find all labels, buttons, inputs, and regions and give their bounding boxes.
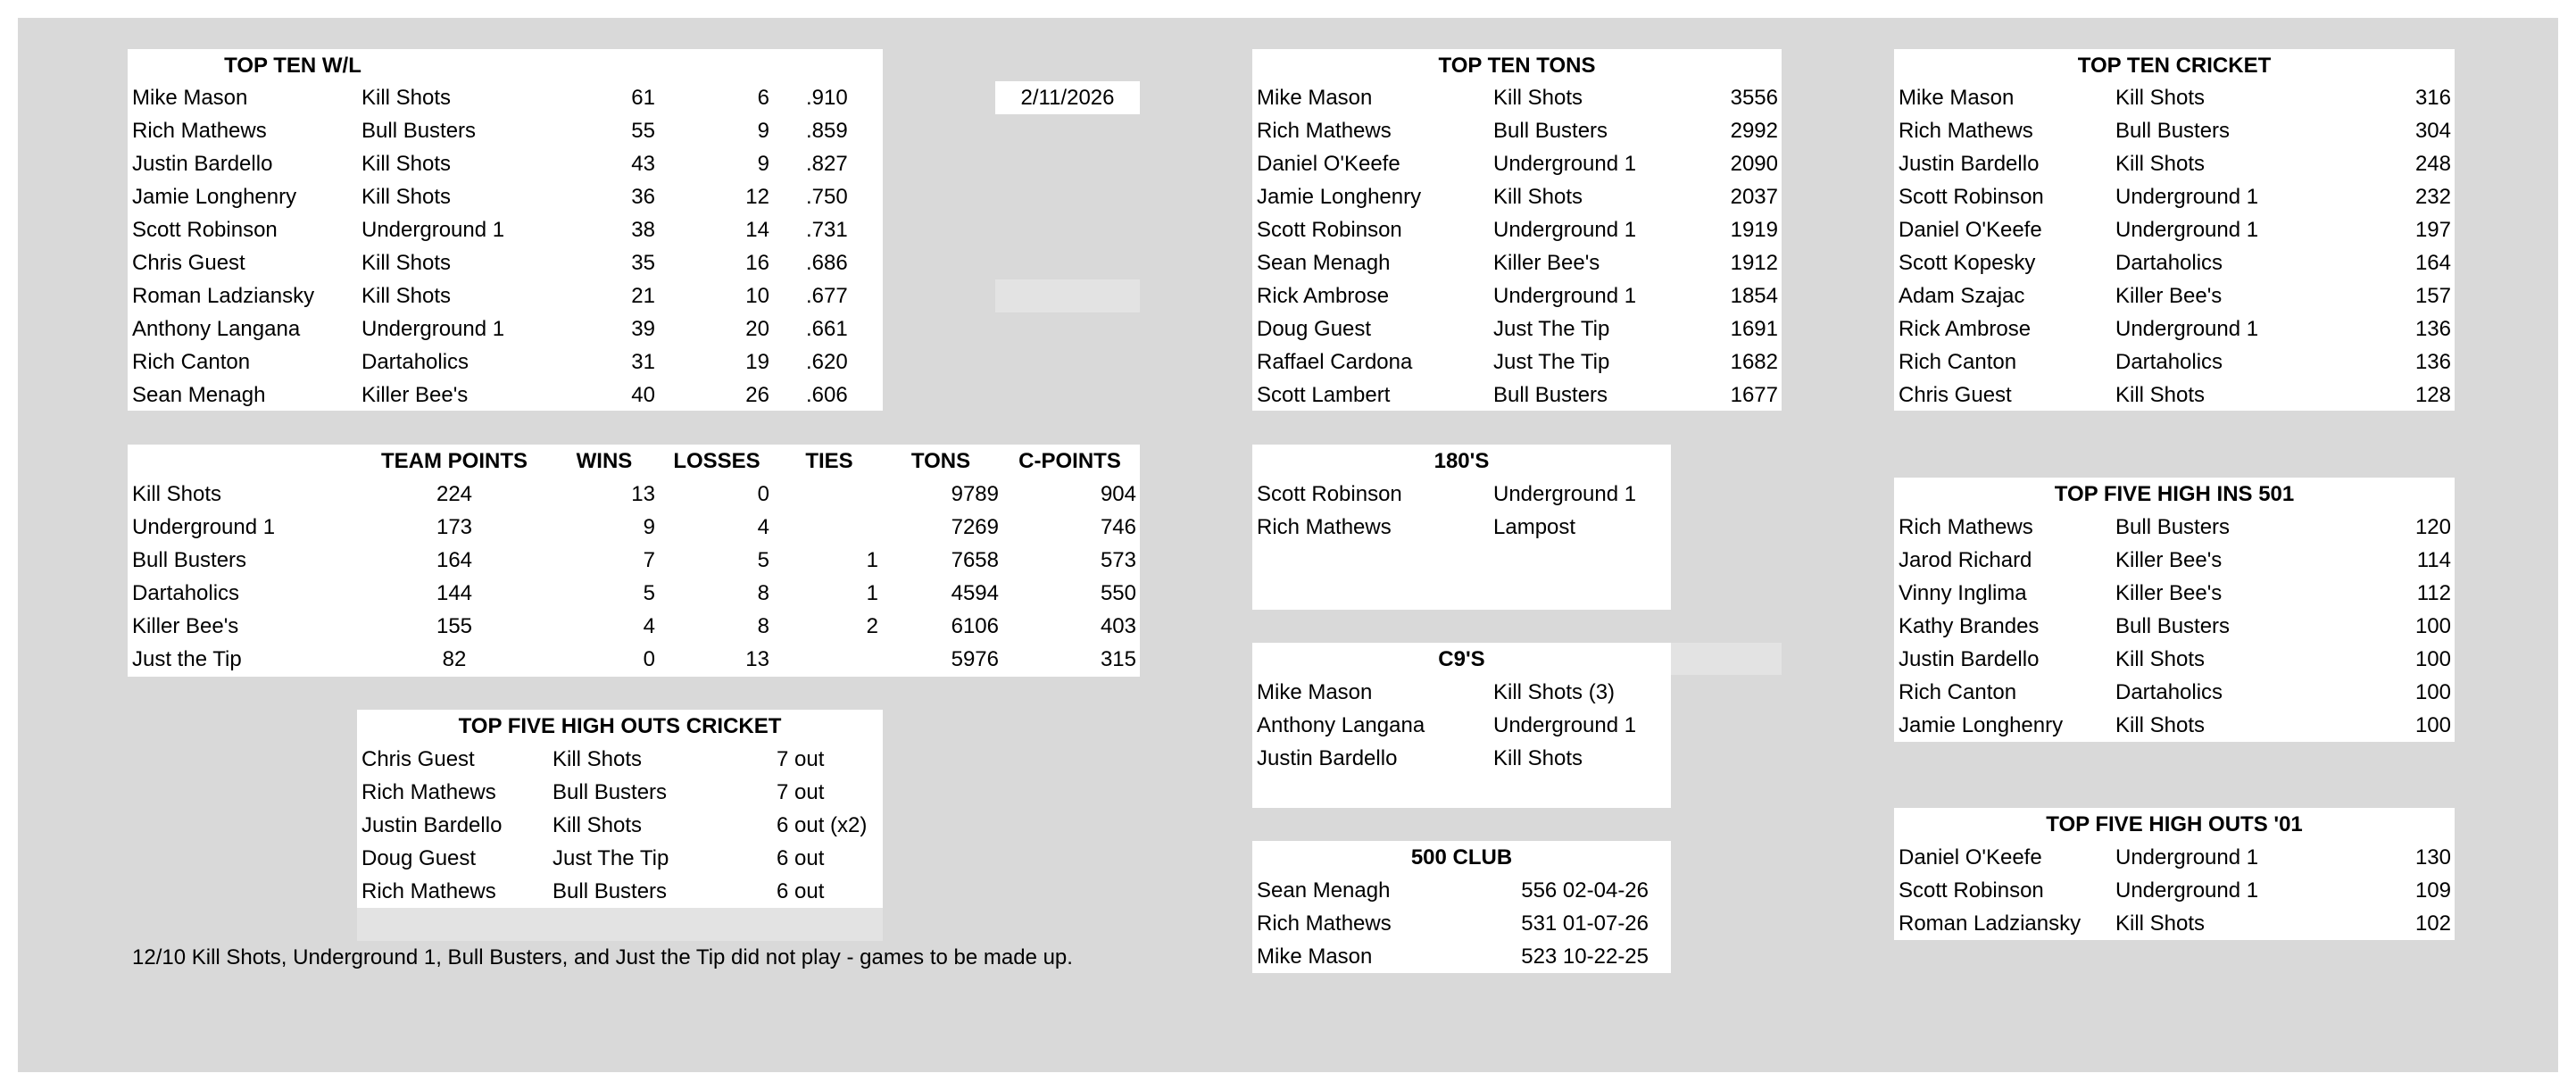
hoc-row-team: Kill Shots xyxy=(553,813,643,837)
standings-row-points: 155 xyxy=(436,614,473,638)
wl-row-wins: 61 xyxy=(631,86,655,110)
wl-row-losses: 6 xyxy=(757,86,769,110)
cricket-row-team: Underground 1 xyxy=(2115,185,2259,209)
wl-row-losses: 16 xyxy=(745,251,769,275)
blank-row xyxy=(357,908,883,941)
wl-row-player: Anthony Langana xyxy=(132,317,301,341)
hoc-row-value: 6 out xyxy=(777,846,825,870)
standings-row-tons: 9789 xyxy=(951,482,999,506)
standings-row-points: 173 xyxy=(436,515,473,539)
standings-row-losses: 4 xyxy=(757,515,769,539)
standings-row-wins: 4 xyxy=(643,614,655,638)
500-club-row-player: Sean Menagh xyxy=(1257,878,1391,903)
c9s-row-player: Justin Bardello xyxy=(1257,746,1398,770)
wl-row-pct: .827 xyxy=(806,152,848,176)
cricket-row-score: 232 xyxy=(2414,185,2451,209)
cricket-row-player: Scott Kopesky xyxy=(1899,251,2036,275)
cricket-row-team: Kill Shots xyxy=(2115,383,2206,407)
header-wins: WINS xyxy=(576,449,633,473)
tons-row-player: Rick Ambrose xyxy=(1257,284,1390,308)
standings-row-wins: 13 xyxy=(631,482,655,506)
tons-row-player: Doug Guest xyxy=(1257,317,1372,341)
c9s-row-team: Kill Shots xyxy=(1493,746,1583,770)
tons-row-tons: 1691 xyxy=(1730,317,1778,341)
tons-row-tons: 1854 xyxy=(1730,284,1778,308)
standings-row-team: Dartaholics xyxy=(132,581,240,605)
500-club-row-score: 523 10-22-25 xyxy=(1521,944,1649,969)
tons-row-team: Bull Busters xyxy=(1493,383,1608,407)
cricket-row-team: Bull Busters xyxy=(2115,119,2231,143)
tons-row-player: Raffael Cardona xyxy=(1257,350,1413,374)
wl-row-wins: 39 xyxy=(631,317,655,341)
180s-row-team: Lampost xyxy=(1493,515,1576,539)
standings-row-points: 82 xyxy=(442,647,467,671)
wl-row-pct: .750 xyxy=(806,185,848,209)
tons-row-team: Underground 1 xyxy=(1493,152,1637,176)
hoc-row-value: 6 out xyxy=(777,879,825,903)
wl-row-team: Dartaholics xyxy=(361,350,469,374)
hi501-row-team: Kill Shots xyxy=(2115,713,2206,737)
standings-row-losses: 5 xyxy=(757,548,769,572)
tons-row-tons: 1912 xyxy=(1730,251,1778,275)
wl-row-team: Kill Shots xyxy=(361,251,452,275)
hi501-row-player: Rich Canton xyxy=(1899,680,2017,704)
header-tons: TONS xyxy=(910,449,971,473)
standings-row-tons: 7269 xyxy=(951,515,999,539)
standings-row-c-points: 315 xyxy=(1100,647,1136,671)
cricket-row-score: 316 xyxy=(2414,86,2451,110)
hoc-row-team: Kill Shots xyxy=(553,747,643,771)
tons-row-team: Kill Shots xyxy=(1493,185,1583,209)
standings-row-c-points: 746 xyxy=(1100,515,1136,539)
wl-row-pct: .731 xyxy=(806,218,848,242)
standings-row-tons: 7658 xyxy=(951,548,999,572)
top-ten-cricket-title: TOP TEN CRICKET xyxy=(2077,54,2272,78)
hi501-row-team: Bull Busters xyxy=(2115,515,2231,539)
cricket-row-player: Rick Ambrose xyxy=(1899,317,2032,341)
standings-row-c-points: 573 xyxy=(1100,548,1136,572)
ho01-row-team: Underground 1 xyxy=(2115,878,2259,903)
standings-row-points: 144 xyxy=(436,581,473,605)
wl-row-team: Kill Shots xyxy=(361,86,452,110)
wl-row-player: Roman Ladziansky xyxy=(132,284,315,308)
hoc-row-team: Just The Tip xyxy=(553,846,669,870)
standings-row-team: Bull Busters xyxy=(132,548,247,572)
cricket-row-player: Justin Bardello xyxy=(1899,152,2040,176)
blank-cell xyxy=(995,279,1140,312)
wl-row-player: Scott Robinson xyxy=(132,218,278,242)
hi501-row-score: 120 xyxy=(2414,515,2451,539)
wl-row-losses: 26 xyxy=(745,383,769,407)
standings-row-tons: 4594 xyxy=(951,581,999,605)
cricket-row-team: Kill Shots xyxy=(2115,86,2206,110)
high-outs-cricket-title: TOP FIVE HIGH OUTS CRICKET xyxy=(458,714,782,738)
wl-row-player: Sean Menagh xyxy=(132,383,266,407)
wl-row-pct: .661 xyxy=(806,317,848,341)
standings-row-tons: 6106 xyxy=(951,614,999,638)
hi501-row-score: 100 xyxy=(2414,647,2451,671)
cricket-row-player: Rich Canton xyxy=(1899,350,2017,374)
tons-row-tons: 1919 xyxy=(1730,218,1778,242)
tons-row-player: Daniel O'Keefe xyxy=(1257,152,1400,176)
standings-row-team: Kill Shots xyxy=(132,482,222,506)
cricket-row-player: Mike Mason xyxy=(1899,86,2015,110)
tons-row-player: Sean Menagh xyxy=(1257,251,1391,275)
tons-row-tons: 2090 xyxy=(1730,152,1778,176)
standings-row-c-points: 904 xyxy=(1100,482,1136,506)
tons-row-tons: 1682 xyxy=(1730,350,1778,374)
wl-row-player: Rich Canton xyxy=(132,350,251,374)
hi501-row-score: 100 xyxy=(2414,680,2451,704)
cricket-row-player: Rich Mathews xyxy=(1899,119,2033,143)
standings-row-ties: 1 xyxy=(866,581,878,605)
cricket-row-score: 136 xyxy=(2414,317,2451,341)
tons-row-tons: 1677 xyxy=(1730,383,1778,407)
500-club-row-score: 556 02-04-26 xyxy=(1521,878,1649,903)
wl-row-player: Chris Guest xyxy=(132,251,245,275)
cricket-row-team: Kill Shots xyxy=(2115,152,2206,176)
wl-row-pct: .859 xyxy=(806,119,848,143)
tons-row-player: Scott Lambert xyxy=(1257,383,1391,407)
blank-cell xyxy=(1671,643,1782,675)
standings-row-losses: 0 xyxy=(757,482,769,506)
cricket-row-player: Daniel O'Keefe xyxy=(1899,218,2042,242)
ho01-row-score: 102 xyxy=(2414,911,2451,936)
wl-row-wins: 38 xyxy=(631,218,655,242)
standings-row-wins: 5 xyxy=(643,581,655,605)
wl-row-losses: 12 xyxy=(745,185,769,209)
report-date: 2/11/2026 xyxy=(1020,86,1115,110)
tons-row-player: Rich Mathews xyxy=(1257,119,1392,143)
c9s-row-player: Anthony Langana xyxy=(1257,713,1425,737)
hoc-row-value: 7 out xyxy=(777,780,825,804)
wl-row-team: Kill Shots xyxy=(361,284,452,308)
hoc-row-player: Doug Guest xyxy=(361,846,477,870)
cricket-row-team: Underground 1 xyxy=(2115,317,2259,341)
tons-row-player: Mike Mason xyxy=(1257,86,1373,110)
tons-row-team: Underground 1 xyxy=(1493,284,1637,308)
cricket-row-team: Dartaholics xyxy=(2115,350,2223,374)
wl-row-pct: .686 xyxy=(806,251,848,275)
wl-row-pct: .606 xyxy=(806,383,848,407)
wl-row-team: Kill Shots xyxy=(361,185,452,209)
500-club-row-player: Mike Mason xyxy=(1257,944,1373,969)
standings-row-ties: 2 xyxy=(866,614,878,638)
cricket-row-score: 304 xyxy=(2414,119,2451,143)
wl-row-team: Bull Busters xyxy=(361,119,477,143)
standings-row-wins: 0 xyxy=(643,647,655,671)
cricket-row-score: 157 xyxy=(2414,284,2451,308)
wl-row-player: Rich Mathews xyxy=(132,119,267,143)
hoc-row-player: Chris Guest xyxy=(361,747,475,771)
wl-row-losses: 14 xyxy=(745,218,769,242)
standings-row-team: Underground 1 xyxy=(132,515,276,539)
wl-row-wins: 35 xyxy=(631,251,655,275)
high-outs-01-title: TOP FIVE HIGH OUTS '01 xyxy=(2046,812,2303,836)
180s-row-team: Underground 1 xyxy=(1493,482,1637,506)
wl-row-pct: .910 xyxy=(806,86,848,110)
500-club-row-score: 531 01-07-26 xyxy=(1521,911,1649,936)
standings-row-points: 224 xyxy=(436,482,473,506)
hi501-row-score: 100 xyxy=(2414,713,2451,737)
standings-row-wins: 7 xyxy=(643,548,655,572)
tons-row-tons: 3556 xyxy=(1730,86,1778,110)
cricket-row-player: Chris Guest xyxy=(1899,383,2012,407)
wl-row-losses: 20 xyxy=(745,317,769,341)
cricket-row-team: Underground 1 xyxy=(2115,218,2259,242)
wl-row-team: Kill Shots xyxy=(361,152,452,176)
tons-row-tons: 2992 xyxy=(1730,119,1778,143)
standings-row-points: 164 xyxy=(436,548,473,572)
hi501-row-player: Kathy Brandes xyxy=(1899,614,2040,638)
hi501-row-score: 112 xyxy=(2416,581,2451,605)
standings-row-tons: 5976 xyxy=(951,647,999,671)
hoc-row-value: 6 out (x2) xyxy=(777,813,868,837)
tons-row-team: Kill Shots xyxy=(1493,86,1583,110)
ho01-row-team: Underground 1 xyxy=(2115,845,2259,870)
hi501-row-player: Rich Mathews xyxy=(1899,515,2033,539)
tons-row-team: Killer Bee's xyxy=(1493,251,1600,275)
180s-row-player: Rich Mathews xyxy=(1257,515,1392,539)
wl-row-wins: 21 xyxy=(631,284,655,308)
hoc-row-team: Bull Busters xyxy=(553,879,668,903)
wl-row-wins: 55 xyxy=(631,119,655,143)
wl-row-wins: 31 xyxy=(631,350,655,374)
wl-row-player: Justin Bardello xyxy=(132,152,273,176)
top-ten-tons-title: TOP TEN TONS xyxy=(1438,54,1596,78)
hoc-row-player: Justin Bardello xyxy=(361,813,503,837)
180s-title: 180'S xyxy=(1433,449,1490,473)
wl-row-losses: 9 xyxy=(757,119,769,143)
hi501-row-player: Justin Bardello xyxy=(1899,647,2040,671)
cricket-row-team: Dartaholics xyxy=(2115,251,2223,275)
hi501-row-player: Vinny Inglima xyxy=(1899,581,2027,605)
wl-row-losses: 10 xyxy=(745,284,769,308)
ho01-row-score: 109 xyxy=(2414,878,2451,903)
cricket-row-score: 128 xyxy=(2414,383,2451,407)
cricket-row-score: 197 xyxy=(2414,218,2451,242)
wl-row-losses: 19 xyxy=(745,350,769,374)
hi501-row-team: Killer Bee's xyxy=(2115,548,2223,572)
hoc-row-player: Rich Mathews xyxy=(361,780,496,804)
wl-row-wins: 40 xyxy=(631,383,655,407)
wl-row-pct: .620 xyxy=(806,350,848,374)
wl-row-wins: 43 xyxy=(631,152,655,176)
hi501-row-team: Killer Bee's xyxy=(2115,581,2223,605)
top-ten-wl-title: TOP TEN W/L xyxy=(224,54,361,78)
standings-row-c-points: 550 xyxy=(1100,581,1136,605)
tons-row-player: Jamie Longhenry xyxy=(1257,185,1422,209)
c9s-row-team: Underground 1 xyxy=(1493,713,1637,737)
c9s-title: C9'S xyxy=(1438,647,1485,671)
500-club-title: 500 CLUB xyxy=(1410,845,1513,870)
180s-row-player: Scott Robinson xyxy=(1257,482,1402,506)
hi501-row-team: Bull Busters xyxy=(2115,614,2231,638)
cricket-row-team: Killer Bee's xyxy=(2115,284,2223,308)
standings-row-team: Just the Tip xyxy=(132,647,242,671)
wl-row-player: Jamie Longhenry xyxy=(132,185,297,209)
wl-row-pct: .677 xyxy=(806,284,848,308)
hoc-row-team: Bull Busters xyxy=(553,780,668,804)
standings-row-team: Killer Bee's xyxy=(132,614,239,638)
cricket-row-score: 164 xyxy=(2414,251,2451,275)
wl-row-wins: 36 xyxy=(631,185,655,209)
hi501-row-team: Dartaholics xyxy=(2115,680,2223,704)
ho01-row-player: Daniel O'Keefe xyxy=(1899,845,2042,870)
hi501-row-team: Kill Shots xyxy=(2115,647,2206,671)
ho01-row-team: Kill Shots xyxy=(2115,911,2206,936)
tons-row-team: Just The Tip xyxy=(1493,317,1610,341)
cricket-row-score: 248 xyxy=(2414,152,2451,176)
wl-row-losses: 9 xyxy=(757,152,769,176)
500-club-row-player: Rich Mathews xyxy=(1257,911,1392,936)
c9s-row-player: Mike Mason xyxy=(1257,680,1373,704)
wl-row-team: Killer Bee's xyxy=(361,383,469,407)
wl-row-team: Underground 1 xyxy=(361,317,505,341)
tons-row-team: Bull Busters xyxy=(1493,119,1608,143)
standings-row-wins: 9 xyxy=(643,515,655,539)
tons-row-player: Scott Robinson xyxy=(1257,218,1402,242)
hoc-row-value: 7 out xyxy=(777,747,825,771)
hi501-row-player: Jarod Richard xyxy=(1899,548,2032,572)
tons-row-team: Just The Tip xyxy=(1493,350,1610,374)
ho01-row-score: 130 xyxy=(2414,845,2451,870)
cricket-row-player: Scott Robinson xyxy=(1899,185,2044,209)
standings-row-losses: 13 xyxy=(745,647,769,671)
ho01-row-player: Roman Ladziansky xyxy=(1899,911,2082,936)
header-ties: TIES xyxy=(805,449,853,473)
wl-row-player: Mike Mason xyxy=(132,86,248,110)
header-losses: LOSSES xyxy=(673,449,760,473)
wl-row-team: Underground 1 xyxy=(361,218,505,242)
schedule-note: 12/10 Kill Shots, Underground 1, Bull Busters, and Just the Tip did not play - games to be made up. xyxy=(132,945,1073,969)
high-ins-501-title: TOP FIVE HIGH INS 501 xyxy=(2054,482,2295,506)
ho01-row-player: Scott Robinson xyxy=(1899,878,2044,903)
hi501-row-player: Jamie Longhenry xyxy=(1899,713,2064,737)
tons-row-tons: 2037 xyxy=(1730,185,1778,209)
hi501-row-score: 114 xyxy=(2416,548,2451,572)
header-c-points: C-POINTS xyxy=(1018,449,1121,473)
standings-row-ties: 1 xyxy=(866,548,878,572)
hi501-row-score: 100 xyxy=(2414,614,2451,638)
header-team-points: TEAM POINTS xyxy=(380,449,528,473)
tons-row-team: Underground 1 xyxy=(1493,218,1637,242)
c9s-row-team: Kill Shots (3) xyxy=(1493,680,1616,704)
hoc-row-player: Rich Mathews xyxy=(361,879,496,903)
cricket-row-player: Adam Szajac xyxy=(1899,284,2025,308)
standings-row-c-points: 403 xyxy=(1100,614,1136,638)
standings-row-losses: 8 xyxy=(757,614,769,638)
standings-row-losses: 8 xyxy=(757,581,769,605)
cricket-row-score: 136 xyxy=(2414,350,2451,374)
